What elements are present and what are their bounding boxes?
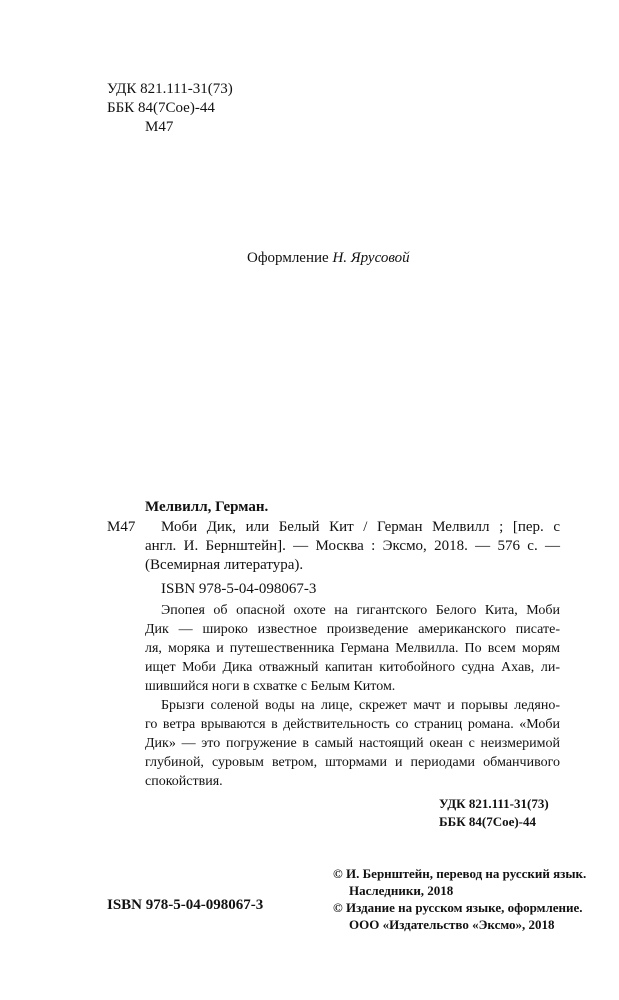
annotation-p1-line-2: Дик — широко известное произведение американского писате-	[145, 622, 560, 637]
udk-code: УДК 821.111-31(73)	[107, 81, 233, 97]
catalog-isbn: ISBN 978-5-04-098067-3	[161, 581, 317, 597]
annotation-p1-line-5: шившийся ноги в схватке с Белым Китом.	[145, 679, 396, 694]
copyright-translation-line-2: Наследники, 2018	[349, 883, 454, 898]
bbk-code: ББК 84(7Сое)-44	[107, 100, 215, 116]
catalog-mark: М47	[107, 519, 136, 535]
annotation-p2-line-4: глубиной, суровым ветром, штормами и периодами обманчивого	[145, 755, 560, 770]
designer-name: Н. Ярусовой	[332, 250, 410, 266]
author-mark: М47	[145, 119, 174, 135]
annotation-p1-line-3: ля, моряка и путешественника Германа Мелвилла. По всем морям	[145, 641, 560, 656]
footer-isbn: ISBN 978-5-04-098067-3	[107, 897, 264, 913]
catalog-line-2: англ. И. Бернштейн]. — Москва : Эксмо, 2018. — 576 с. —	[145, 538, 560, 554]
annotation-p2-line-2: го ветра врываются в действительность со страниц романа. «Моби	[145, 717, 560, 732]
catalog-line-1: Моби Дик, или Белый Кит / Герман Мелвилл ; [пер. с	[161, 519, 560, 535]
copyright-edition-line-2: ООО «Издательство «Эксмо», 2018	[349, 917, 555, 932]
catalog-author-heading: Мелвилл, Герман.	[145, 499, 269, 515]
annotation-udk: УДК 821.111-31(73)	[439, 796, 549, 811]
annotation-p2-line-3: Дик» — это погружение в самый настоящий океан с неизмеримой	[145, 736, 560, 751]
catalog-line-3: (Всемирная литература).	[145, 557, 304, 573]
annotation-p1-line-1: Эпопея об опасной охоте на гигантского Белого Кита, Моби	[161, 603, 560, 618]
annotation-p2-line-5: спокойствия.	[145, 774, 223, 789]
copyright-edition-line-1: © Издание на русском языке, оформление.	[333, 900, 583, 915]
annotation-p2-line-1: Брызги соленой воды на лице, скрежет мачт и порывы ледяно-	[161, 698, 560, 713]
copyright-translation-line-1: © И. Бернштейн, перевод на русский язык.	[333, 866, 587, 881]
design-label: Оформление	[247, 250, 333, 266]
design-credit	[247, 249, 410, 267]
annotation-p1-line-4: ищет Моби Дика отважный капитан китобойного судна Ахав, ли-	[145, 660, 560, 675]
annotation-bbk: ББК 84(7Сое)-44	[439, 814, 537, 829]
